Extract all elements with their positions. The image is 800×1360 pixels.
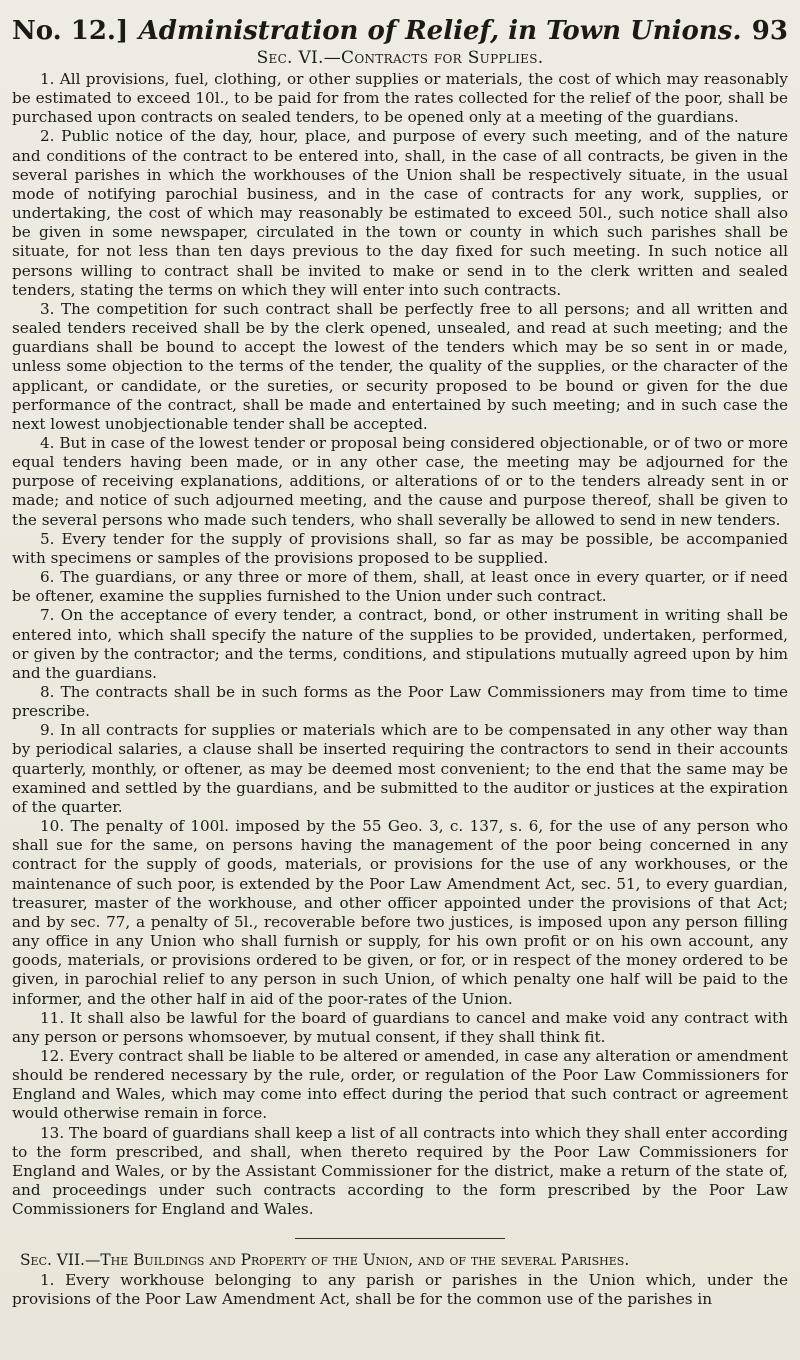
- section-divider: [295, 1238, 505, 1239]
- section-vi-paragraph-13: 13. The board of guardians shall keep a list of all contracts into which they shall enter according to the form prescribed, and shall, when thereto required by the Poor Law Commissioners for England and Wales, or by the Assistant Commissioner for the district, make a return of the state of, and proceedings under such contracts according to the form prescribed by the Poor Law Commissioners for England and Wales.: [12, 1123, 788, 1219]
- section-vi-heading: Sec. VI.—Contracts for Supplies.: [256, 48, 544, 68]
- section-vi-paragraph-10: 10. The penalty of 100l. imposed by the 55 Geo. 3, c. 137, s. 6, for the use of any person who shall sue for the same, on persons having the management of the poor being concerned in any contract for the supply of goods, materials, or provisions for the use of any workhouses, or the maintenance of such poor, is extended by the Poor Law Amendment Act, sec. 51, to every guardian, treasurer, master of the workhouse, and other officer appointed under the provisions of that Act; and by sec. 77, a penalty of 5l., recoverable before two justices, is imposed upon any person filling any office in any Union who shall furnish or supply, for his own profit or on his own account, any goods, materials, or provisions ordered to be given, or for, or in respect of the money ordered to be given, in parochial relief to any person in such Union, of which penalty one half will be paid to the informer, and the other half in aid of the poor-rates of the Union.: [12, 817, 788, 1008]
- section-vi-paragraph-7: 7. On the acceptance of every tender, a contract, bond, or other instrument in writing shall be entered into, which shall specify the nature of the supplies to be provided, undertaken, performed, or given by the contractor; and the terms, conditions, and stipulations mutually agreed upon by him and the guardians.: [12, 606, 788, 682]
- section-vi-paragraph-9: 9. In all contracts for supplies or materials which are to be compensated in any other way than by periodical salaries, a clause shall be inserted requiring the contractors to send in their accounts quarterly, monthly, or oftener, as may be deemed most convenient; to the end that the same may be examined and settled by the guardians, and be submitted to the auditor or justices at the expiration of the quarter.: [12, 721, 788, 816]
- running-title: Administration of Relief, in Town Unions.: [138, 16, 742, 46]
- section-vi-paragraph-8: 8. The contracts shall be in such forms as the Poor Law Commissioners may from time to time prescribe.: [12, 683, 788, 721]
- section-vi-paragraph-3: 3. The competition for such contract shall be perfectly free to all persons; and all written and sealed tenders received shall be by the clerk opened, unsealed, and read at such meeting; and the guardians shall be bound to accept the lowest of the tenders which may be so sent in or made, unless some objection to the terms of the tender, the quality of the supplies, or the character of the applicant, or candidate, or the sureties, or security proposed to be bound or given for the due performance of the contract, shall be made and entertained by such meeting; and in such case the next lowest unobjectionable tender shall be accepted.: [12, 299, 788, 433]
- section-vi-paragraph-2: 2. Public notice of the day, hour, place, and purpose of every such meeting, and of the nature and conditions of the contract to be entered into, shall, in the case of all contracts, be given in the several parishes in which the workhouses of the Union shall be respectively situate, in the usual mode of notifying parochial business, and in the case of contracts for any work, supplies, or undertaking, the cost of which may reasonably be estimated to exceed 50l., such notice shall also be given in some newspaper, circulated in the town or county in which such parishes shall be situate, for not less than ten days previous to the day fixed for such meeting. In such notice all persons willing to contract shall be invited to make or send in to the clerk written and sealed tenders, stating the terms on which they will enter into such contracts.: [12, 127, 788, 299]
- section-vi-paragraph-12: 12. Every contract shall be liable to be altered or amended, in case any alteration or amendment should be rendered necessary by the rule, order, or regulation of the Poor Law Commissioners for England and Wales, which may come into effect during the period that such contract or agreement would otherwise remain in force.: [12, 1046, 788, 1123]
- page-number: 93: [751, 16, 788, 46]
- section-vi-paragraph-11: 11. It shall also be lawful for the board of guardians to cancel and make void any contract with any person or persons whomsoever, by mutual consent, if they shall think fit.: [12, 1008, 788, 1046]
- running-header: [12, 16, 788, 46]
- section-vi-paragraph-5: 5. Every tender for the supply of provisions shall, so far as may be possible, be accompanied with specimens or samples of the provisions proposed to be supplied.: [12, 529, 788, 567]
- section-vi-paragraph-1: 1. All provisions, fuel, clothing, or other supplies or materials, the cost of which may reasonably be estimated to exceed 10l., to be paid for from the rates collected for the relief of the poor, shall be purchased upon contracts on sealed tenders, to be opened only at a meeting of the guardians.: [12, 70, 788, 127]
- section-vi-paragraph-6: 6. The guardians, or any three or more of them, shall, at least once in every quarter, or if need be oftener, examine the supplies furnished to the Union under such contract.: [12, 568, 788, 606]
- section-vii-paragraph-1: 1. Every workhouse belonging to any parish or parishes in the Union which, under the provisions of the Poor Law Amendment Act, shall be for the common use of the parishes in: [12, 1270, 788, 1308]
- section-vi-paragraph-4: 4. But in case of the lowest tender or proposal being considered objectionable, or of two or more equal tenders having been made, or in any other case, the meeting may be adjourned for the purpose of receiving explanations, additions, or alterations of or to the tenders already sent in or made; and notice of such adjourned meeting, and the cause and purpose thereof, shall be given to the several persons who made such tenders, who shall severally be allowed to send in new tenders.: [12, 433, 788, 529]
- issue-number: No. 12.]: [12, 16, 129, 46]
- section-vii-heading: Sec. VII.—The Buildings and Property of the Union, and of the several Parishes.: [20, 1251, 630, 1270]
